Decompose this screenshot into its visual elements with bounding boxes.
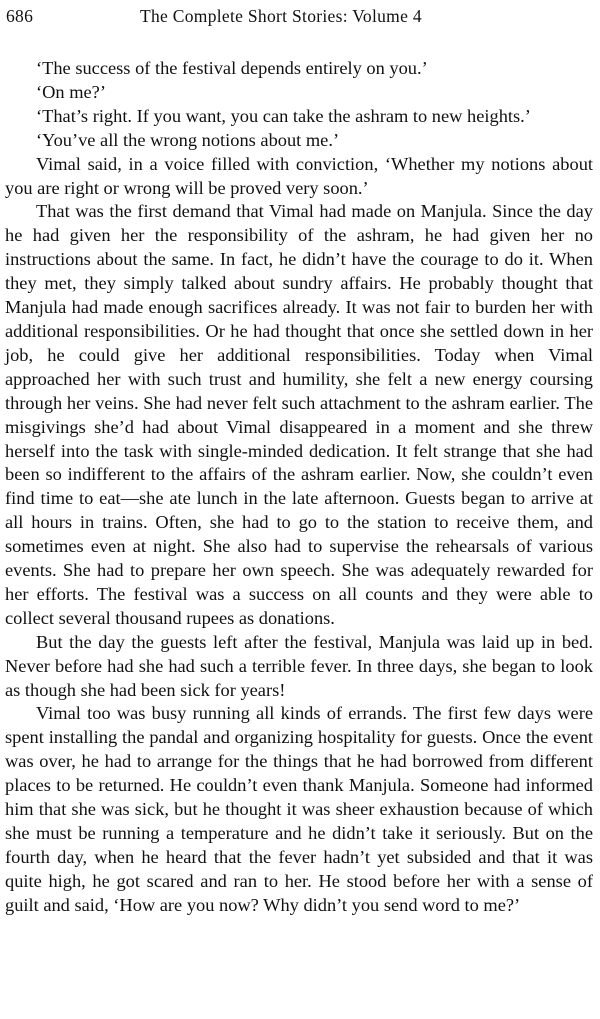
paragraph-dialogue-3: ‘That’s right. If you want, you can take the ashram to new heights.’ bbox=[36, 105, 531, 126]
paragraph-manjula-fever: But the day the guests left after the festival, Manjula was laid up in bed. Never before had she had such a terrible fever. In three days, she began to look as though she had been sick for years! bbox=[5, 631, 593, 700]
paragraph-dialogue-4: ‘You’ve all the wrong notions about me.’ bbox=[36, 129, 340, 150]
paragraph-first-demand: That was the first demand that Vimal had made on Manjula. Since the day he had given her the responsibility of the ashram, he had given her no instructions about the same. In fact, he didn’t have the courage to do it. When they met, they simply talked about sundry affairs. He probably thought that Manjula had made enough sacrifices already. It was not fair to burden her with additional responsibilities. Or he had thought that once she settled down in her job, he could give her additional responsibilities. Today when Vimal approached her with such trust and humility, she felt a new energy coursing through her veins. She had never felt such attachment to the ashram earlier. The misgivings she’d had about Vimal disappeared in a moment and she threw herself into the task with single-minded dedication. It felt strange that she had been so indifferent to the affairs of the ashram earlier. Now, she couldn’t even find time to eat—she ate lunch in the late afternoon. Guests began to arrive at all hours in trains. Often, she had to go to the station to receive them, and sometimes even at night. She also had to supervise the rehearsals of various events. She had to prepare her own speech. She was adequately rewarded for her efforts. The festival was a success on all counts and they were able to collect several thousand rupees as donations. bbox=[5, 201, 593, 628]
running-head bbox=[2, 6, 588, 32]
paragraph-dialogue-1: ‘The success of the festival depends entirely on you.’ bbox=[36, 58, 428, 78]
paragraph-vimal-conviction: Vimal said, in a voice filled with conviction, ‘Whether my notions about you are right or wrong will be proved very soon.’ bbox=[5, 153, 593, 198]
page-number: 686 bbox=[6, 6, 34, 26]
body-text bbox=[5, 57, 593, 918]
book-title: The Complete Short Stories: Volume 4 bbox=[140, 6, 422, 26]
paragraph-dialogue-2: ‘On me?’ bbox=[36, 81, 106, 102]
paragraph-vimal-errands: Vimal too was busy running all kinds of errands. The first few days were spent installing the pandal and organizing hospitality for guests. Once the event was over, he had to arrange for the things that he had borrowed from different places to be returned. He couldn’t even thank Manjula. Someone had informed him that she was sick, but he thought it was sheer exhaustion because of which she must be running a temperature and he didn’t take it seriously. But on the fourth day, when he heard that the fever hadn’t yet subsided and that it was quite high, he got scared and ran to her. He stood before her with a sense of guilt and said, ‘How are you now? Why didn’t you send word to me?’ bbox=[5, 703, 593, 915]
